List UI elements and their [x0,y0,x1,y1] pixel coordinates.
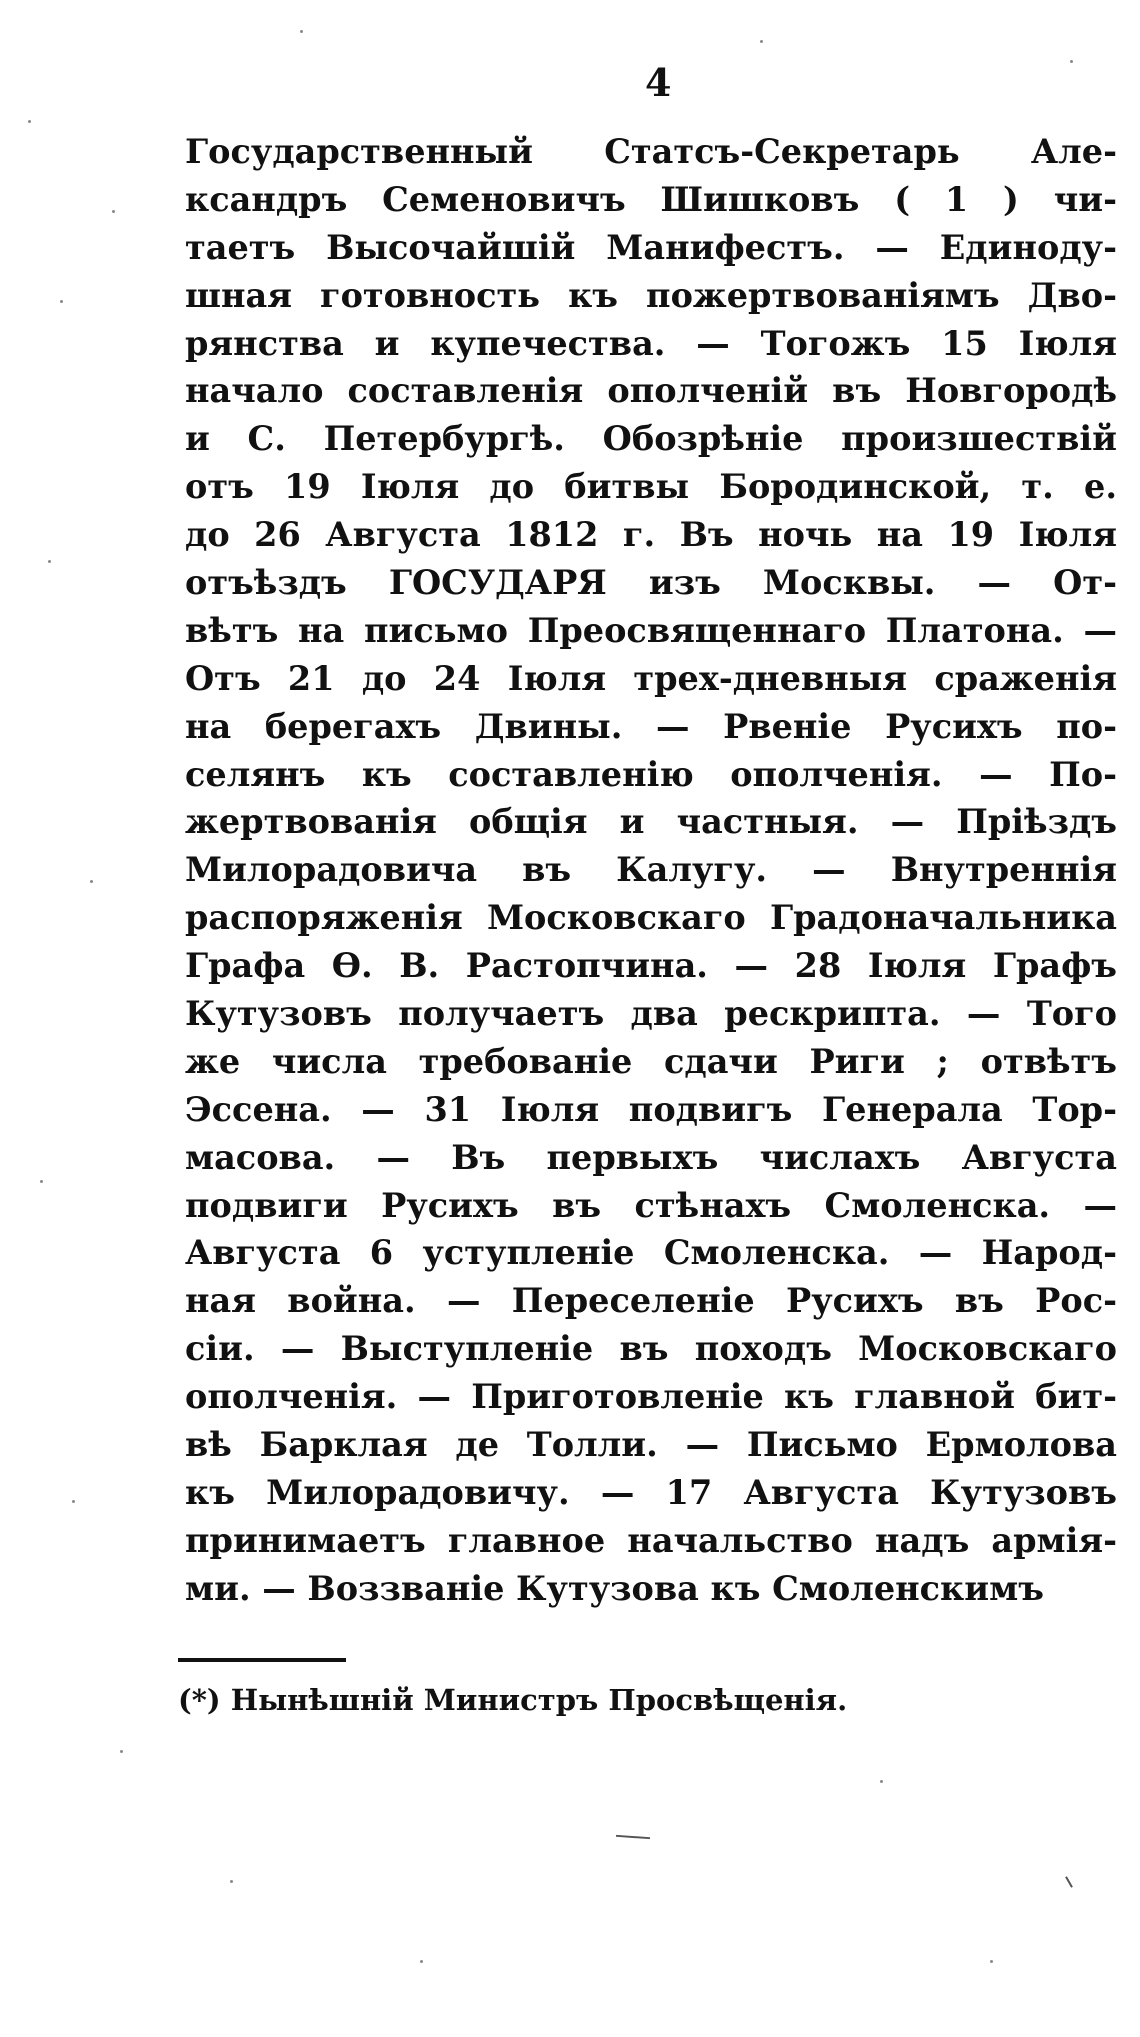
text-line: принимаетъ главное начальство надъ армія- [185,1520,1117,1560]
text-line: вѣтъ на письмо Преосвященнаго Платона. — [185,610,1117,650]
paper-speck [230,1880,233,1883]
paper-speck [880,1780,883,1783]
paper-speck [120,1750,123,1753]
text-line: ная война. — Переселеніе Русихъ въ Рос- [185,1281,1117,1321]
paper-speck [90,880,93,883]
text-line: ополченія. — Приготовленіе къ главной бит- [185,1377,1117,1417]
page-number: 4 [645,60,672,105]
paper-speck [760,40,763,43]
text-line: масова. — Въ первыхъ числахъ Августа [185,1137,1117,1177]
paper-speck [420,1960,423,1963]
paper-speck [990,1960,993,1963]
text-line: же числа требованіе сдачи Риги ; отвѣтъ [185,1041,1117,1081]
text-line: Эссена. — 31 Іюля подвигъ Генерала Тор- [185,1089,1117,1129]
footnote: (*) Нынѣшній Министръ Просвѣщенія. [178,1683,848,1717]
text-line: на берегахъ Двины. — Рвеніе Русихъ по- [185,706,1117,746]
text-line: до 26 Августа 1812 г. Въ ночь на 19 Іюля [185,515,1117,555]
paper-speck [60,300,63,303]
paper-speck [1070,60,1073,63]
paper-speck [72,1500,75,1503]
text-line: селянъ къ составленію ополченія. — По- [185,754,1117,794]
stray-mark [616,1835,650,1839]
stray-mark [1065,1876,1073,1887]
paper-speck [28,120,31,123]
text-line: начало составленія ополченій въ Новгородѣ [185,371,1117,411]
text-line: Милорадовича въ Калугу. — Внутреннія [185,850,1117,890]
text-line: Отъ 21 до 24 Іюля трех-дневныя сраженія [185,658,1117,698]
text-line: ми. — Воззваніе Кутузова къ Смоленскимъ [185,1568,1044,1608]
text-line: Государственный Статсъ-Секретарь Але- [185,132,1117,171]
text-line: вѣ Барклая де Толли. — Письмо Ермолова [185,1425,1117,1465]
text-line: Графа Ѳ. В. Растопчина. — 28 Іюля Графъ [185,946,1117,986]
text-line: и С. Петербургѣ. Обозрѣніе произшествій [185,419,1117,459]
body-text [185,128,1117,1613]
text-line: таетъ Высочайшій Манифестъ. — Единоду- [185,227,1117,267]
text-line: ксандръ Семеновичъ Шишковъ ( 1 ) чи- [185,179,1117,219]
paper-speck [48,560,51,563]
text-line: рянства и купечества. — Тогожъ 15 Іюля [185,323,1117,363]
text-line: отъѣздъ ГОСУДАРЯ изъ Москвы. — От- [185,563,1117,603]
paper-speck [300,30,303,33]
text-line: къ Милорадовичу. — 17 Августа Кутузовъ [185,1472,1117,1512]
text-line: сіи. — Выступленіе въ походъ Московскаго [185,1329,1117,1369]
text-line: отъ 19 Іюля до битвы Бородинской, т. е. [185,467,1117,507]
paper-speck [40,1180,43,1183]
text-line: Августа 6 уступленіе Смоленска. — Народ- [185,1233,1117,1273]
text-line: жертвованія общія и частныя. — Пріѣздъ [185,802,1117,842]
footnote-rule [178,1658,346,1662]
text-line: шная готовность къ пожертвованіямъ Дво- [185,275,1117,315]
paper-speck [112,210,115,213]
text-line: подвиги Русихъ въ стѣнахъ Смоленска. — [185,1185,1117,1225]
text-line: Кутузовъ получаетъ два рескрипта. — Того [185,994,1117,1034]
text-line: распоряженія Московскаго Градоначальника [185,898,1117,938]
